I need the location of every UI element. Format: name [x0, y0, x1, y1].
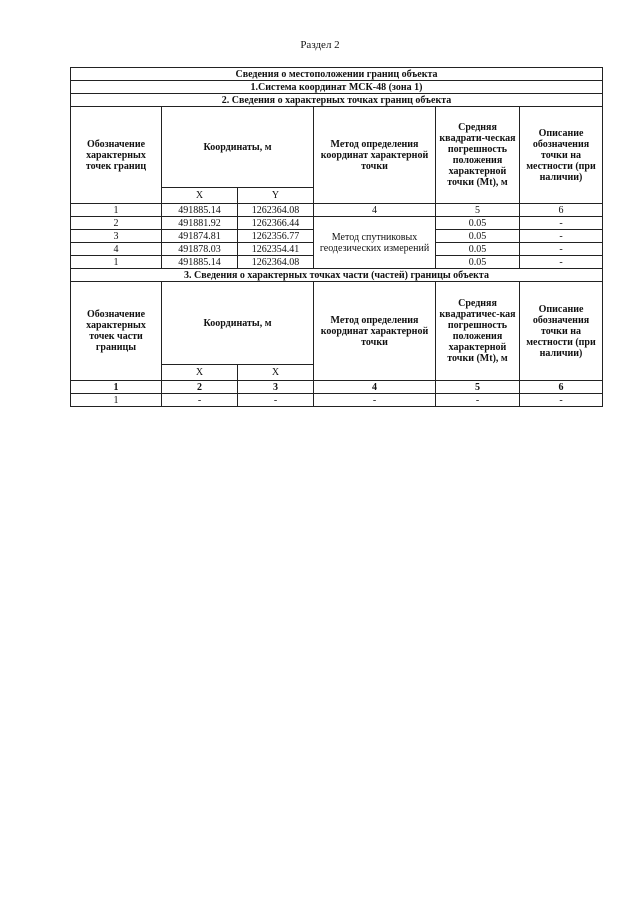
s2-row1-point: 1: [71, 204, 162, 217]
s2-header-desc: Описание обозначения точки на местности (при наличии): [520, 107, 603, 204]
s3-header-desc: Описание обозначения точки на местности (при наличии): [520, 282, 603, 381]
section3-title: 3. Сведения о характерных точках части (частей) границы объекта: [71, 269, 603, 282]
table-row: [71, 217, 603, 230]
s3-row1-point: 1: [71, 394, 162, 407]
s2-method-merged: Метод спутниковых геодезических измерений: [314, 217, 436, 269]
s2-num-4: 4: [314, 204, 436, 217]
coord-system-row: 1.Система координат МСК-48 (зона 1): [71, 81, 603, 94]
s2-row2-point: 2: [71, 217, 162, 230]
s2-row4-desc: -: [520, 243, 603, 256]
s3-row1-desc: -: [520, 394, 603, 407]
s3-header-error: Средняя квадратичес-кая погрешность положения характерной точки (Mt), м: [436, 282, 520, 381]
s2-row4-error: 0.05: [436, 243, 520, 256]
s2-row2-error: 0.05: [436, 217, 520, 230]
s2-row3-point: 3: [71, 230, 162, 243]
s2-row2-y: 1262366.44: [238, 217, 314, 230]
boundary-table: [70, 67, 603, 407]
s2-row5-x: 491885.14: [162, 256, 238, 269]
s3-header-point: Обозначение характерных точек части границы: [71, 282, 162, 381]
section2-title: 2. Сведения о характерных точках границ объекта: [71, 94, 603, 107]
s2-header-method: Метод определения координат характерной точки: [314, 107, 436, 204]
s2-row3-desc: -: [520, 230, 603, 243]
s2-row5-y: 1262364.08: [238, 256, 314, 269]
s2-row3-error: 0.05: [436, 230, 520, 243]
s2-header-x: X: [162, 188, 238, 204]
s2-row1-x: 491885.14: [162, 204, 238, 217]
s3-num-4: 4: [314, 381, 436, 394]
s3-header-x: X: [162, 365, 238, 381]
s2-row4-y: 1262354.41: [238, 243, 314, 256]
s2-header-error: Средняя квадрати-ческая погрешность положения характерной точки (Mt), м: [436, 107, 520, 204]
s3-header-coords: Координаты, м: [162, 282, 314, 365]
s3-num-3: 3: [238, 381, 314, 394]
s2-row5-desc: -: [520, 256, 603, 269]
s3-header-y: X: [238, 365, 314, 381]
page-heading: Раздел 2: [300, 39, 340, 51]
s2-row3-y: 1262356.77: [238, 230, 314, 243]
s2-row5-point: 1: [71, 256, 162, 269]
s2-header-coords: Координаты, м: [162, 107, 314, 188]
s2-row2-desc: -: [520, 217, 603, 230]
s2-row4-point: 4: [71, 243, 162, 256]
s3-num-1: 1: [71, 381, 162, 394]
s2-row3-x: 491874.81: [162, 230, 238, 243]
s3-row1-x: -: [162, 394, 238, 407]
s2-num-6: 6: [520, 204, 603, 217]
s3-header-method: Метод определения координат характерной точки: [314, 282, 436, 381]
s2-row5-error: 0.05: [436, 256, 520, 269]
s2-row4-x: 491878.03: [162, 243, 238, 256]
s3-num-2: 2: [162, 381, 238, 394]
s2-num-5: 5: [436, 204, 520, 217]
s3-row1-error: -: [436, 394, 520, 407]
s2-row2-x: 491881.92: [162, 217, 238, 230]
s3-row1-method: -: [314, 394, 436, 407]
s3-row1-y: -: [238, 394, 314, 407]
s3-num-6: 6: [520, 381, 603, 394]
table-title: Сведения о местоположении границ объекта: [71, 68, 603, 81]
s2-header-point: Обозначение характерных точек границ: [71, 107, 162, 204]
s3-num-5: 5: [436, 381, 520, 394]
s2-header-y: Y: [238, 188, 314, 204]
table-row: [71, 381, 603, 394]
table-row: [71, 204, 603, 217]
s2-row1-y: 1262364.08: [238, 204, 314, 217]
table-row: [71, 394, 603, 407]
